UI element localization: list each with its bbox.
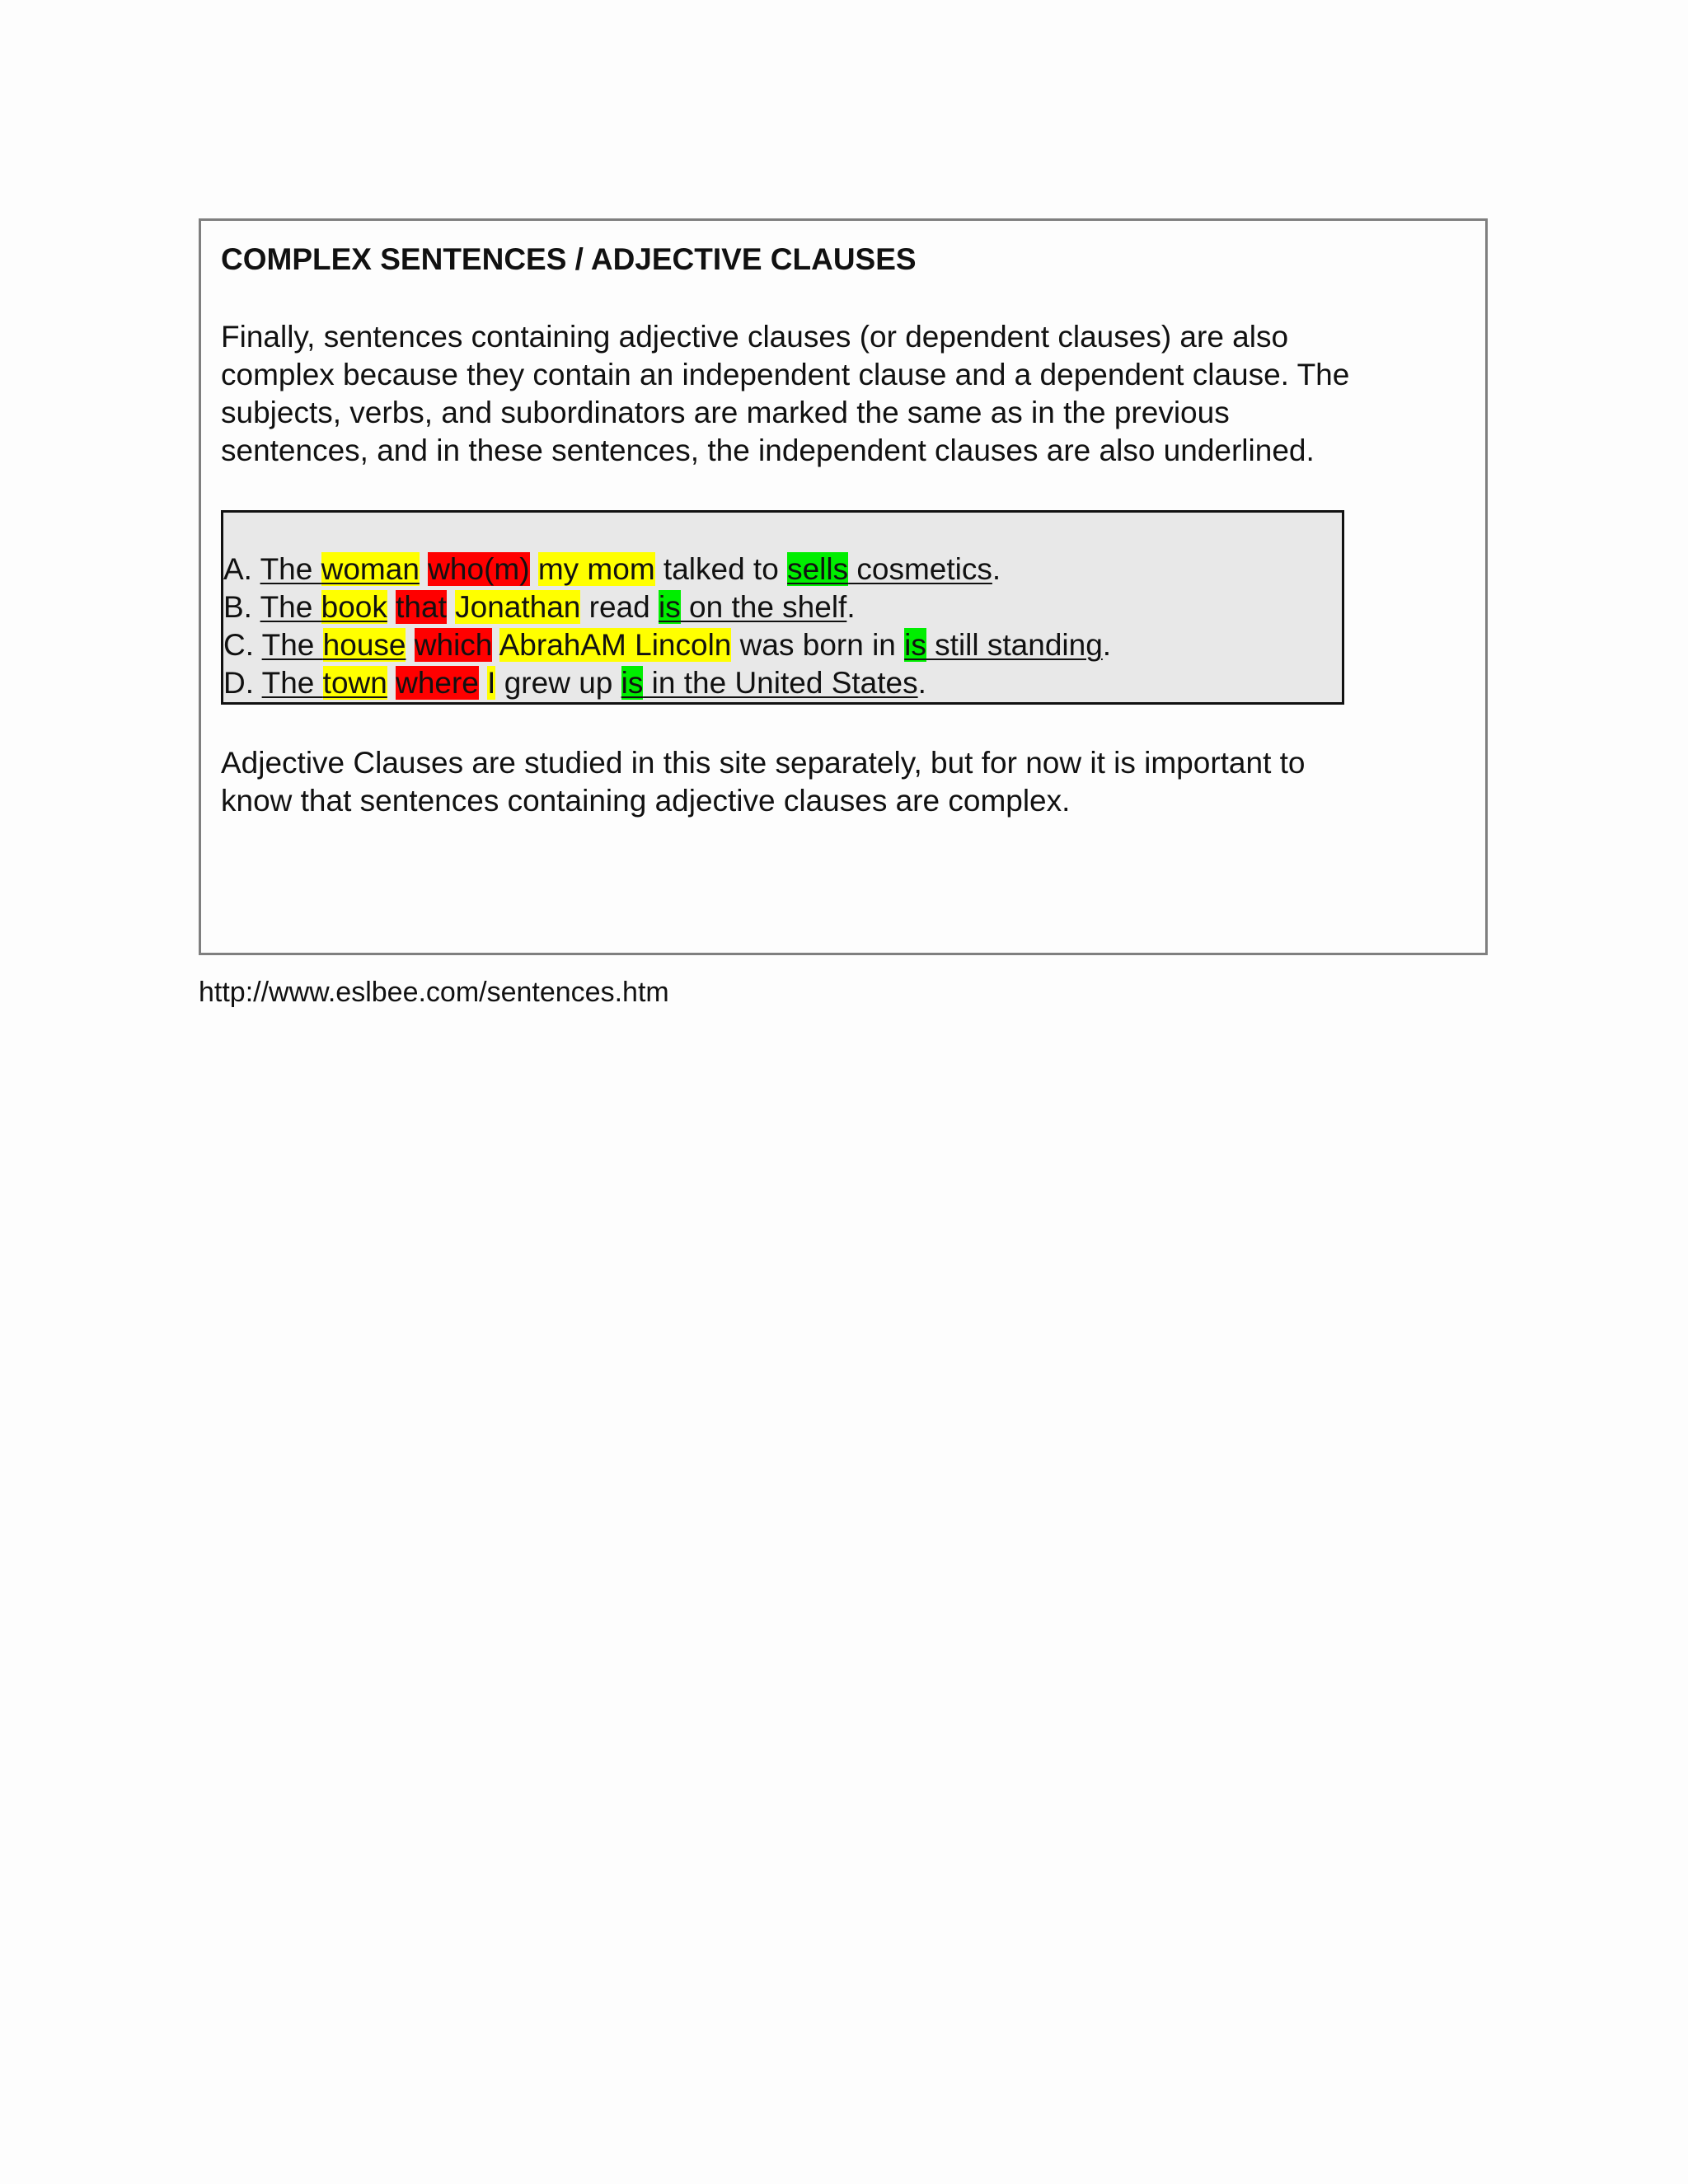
- plain-text: was born in: [731, 628, 905, 662]
- sentence-period: .: [992, 552, 1001, 586]
- plain-text: [492, 628, 499, 662]
- intro-line: subjects, verbs, and subordinators are marked the same as in the previous: [221, 396, 1230, 429]
- example-sentence-a: [223, 551, 1111, 588]
- plain-text: [387, 590, 396, 624]
- example-list: [223, 551, 1111, 702]
- independent-clause-start: [262, 666, 387, 700]
- closing-line: know that sentences containing adjective clauses are complex.: [221, 784, 1071, 818]
- verb-highlight: is: [621, 666, 644, 700]
- intro-line: Finally, sentences containing adjective clauses (or dependent clauses) are also: [221, 320, 1289, 354]
- example-sentence-c: [223, 626, 1111, 664]
- example-label: C.: [223, 628, 262, 662]
- closing-line: Adjective Clauses are studied in this site separately, but for now it is important to: [221, 746, 1306, 780]
- subordinator-highlight: that: [396, 590, 447, 624]
- independent-clause-end: [659, 590, 846, 624]
- subject-highlight: book: [321, 590, 387, 624]
- subordinator-highlight: which: [414, 628, 493, 662]
- subject-highlight: Jonathan: [455, 590, 581, 624]
- plain-text: still standing: [926, 628, 1103, 662]
- independent-clause-start: [260, 552, 420, 586]
- subject-highlight: my mom: [537, 552, 655, 586]
- intro-line: sentences, and in these sentences, the independent clauses are also underlined.: [221, 434, 1315, 467]
- subject-highlight: house: [322, 628, 406, 662]
- plain-text: [387, 666, 396, 700]
- sentence-period: .: [846, 590, 856, 624]
- subject-highlight: town: [322, 666, 387, 700]
- independent-clause-start: [260, 590, 387, 624]
- plain-text: talked to: [654, 552, 788, 586]
- independent-clause-start: [262, 628, 406, 662]
- verb-highlight: sells: [787, 552, 849, 586]
- plain-text: The: [261, 666, 323, 700]
- subordinator-highlight: where: [396, 666, 479, 700]
- subordinator-highlight: who(m): [428, 552, 530, 586]
- closing-paragraph: [221, 744, 1306, 820]
- plain-text: [447, 590, 455, 624]
- plain-text: [406, 628, 414, 662]
- plain-text: in the United States: [643, 666, 918, 700]
- subject-highlight: AbrahAM Lincoln: [499, 628, 732, 662]
- example-sentence-b: [223, 588, 1111, 626]
- plain-text: grew up: [495, 666, 621, 700]
- subject-highlight: woman: [321, 552, 420, 586]
- plain-text: cosmetics: [848, 552, 992, 586]
- example-label: D.: [223, 666, 262, 700]
- content-box: [199, 218, 1488, 955]
- plain-text: read: [580, 590, 659, 624]
- example-sentence-d: [223, 664, 1111, 702]
- independent-clause-end: [787, 552, 992, 586]
- plain-text: The: [261, 628, 323, 662]
- plain-text: on the shelf: [680, 590, 847, 624]
- subject-highlight: I: [487, 666, 496, 700]
- plain-text: The: [260, 552, 321, 586]
- example-label: B.: [223, 590, 260, 624]
- sentence-period: .: [917, 666, 926, 700]
- plain-text: [420, 552, 428, 586]
- sentence-period: .: [1102, 628, 1112, 662]
- verb-highlight: is: [659, 590, 681, 624]
- plain-text: The: [260, 590, 321, 624]
- plain-text: [530, 552, 538, 586]
- intro-paragraph: [221, 318, 1470, 470]
- plain-text: [479, 666, 487, 700]
- independent-clause-end: [621, 666, 918, 700]
- verb-highlight: is: [904, 628, 926, 662]
- page-title: COMPLEX SENTENCES / ADJECTIVE CLAUSES: [221, 242, 917, 276]
- intro-line: complex because they contain an independent clause and a dependent clause. The: [221, 358, 1350, 391]
- examples-box: [221, 510, 1344, 705]
- independent-clause-end: [904, 628, 1103, 662]
- example-label: A.: [223, 552, 260, 586]
- source-link[interactable]: http://www.eslbee.com/sentences.htm: [199, 977, 669, 1008]
